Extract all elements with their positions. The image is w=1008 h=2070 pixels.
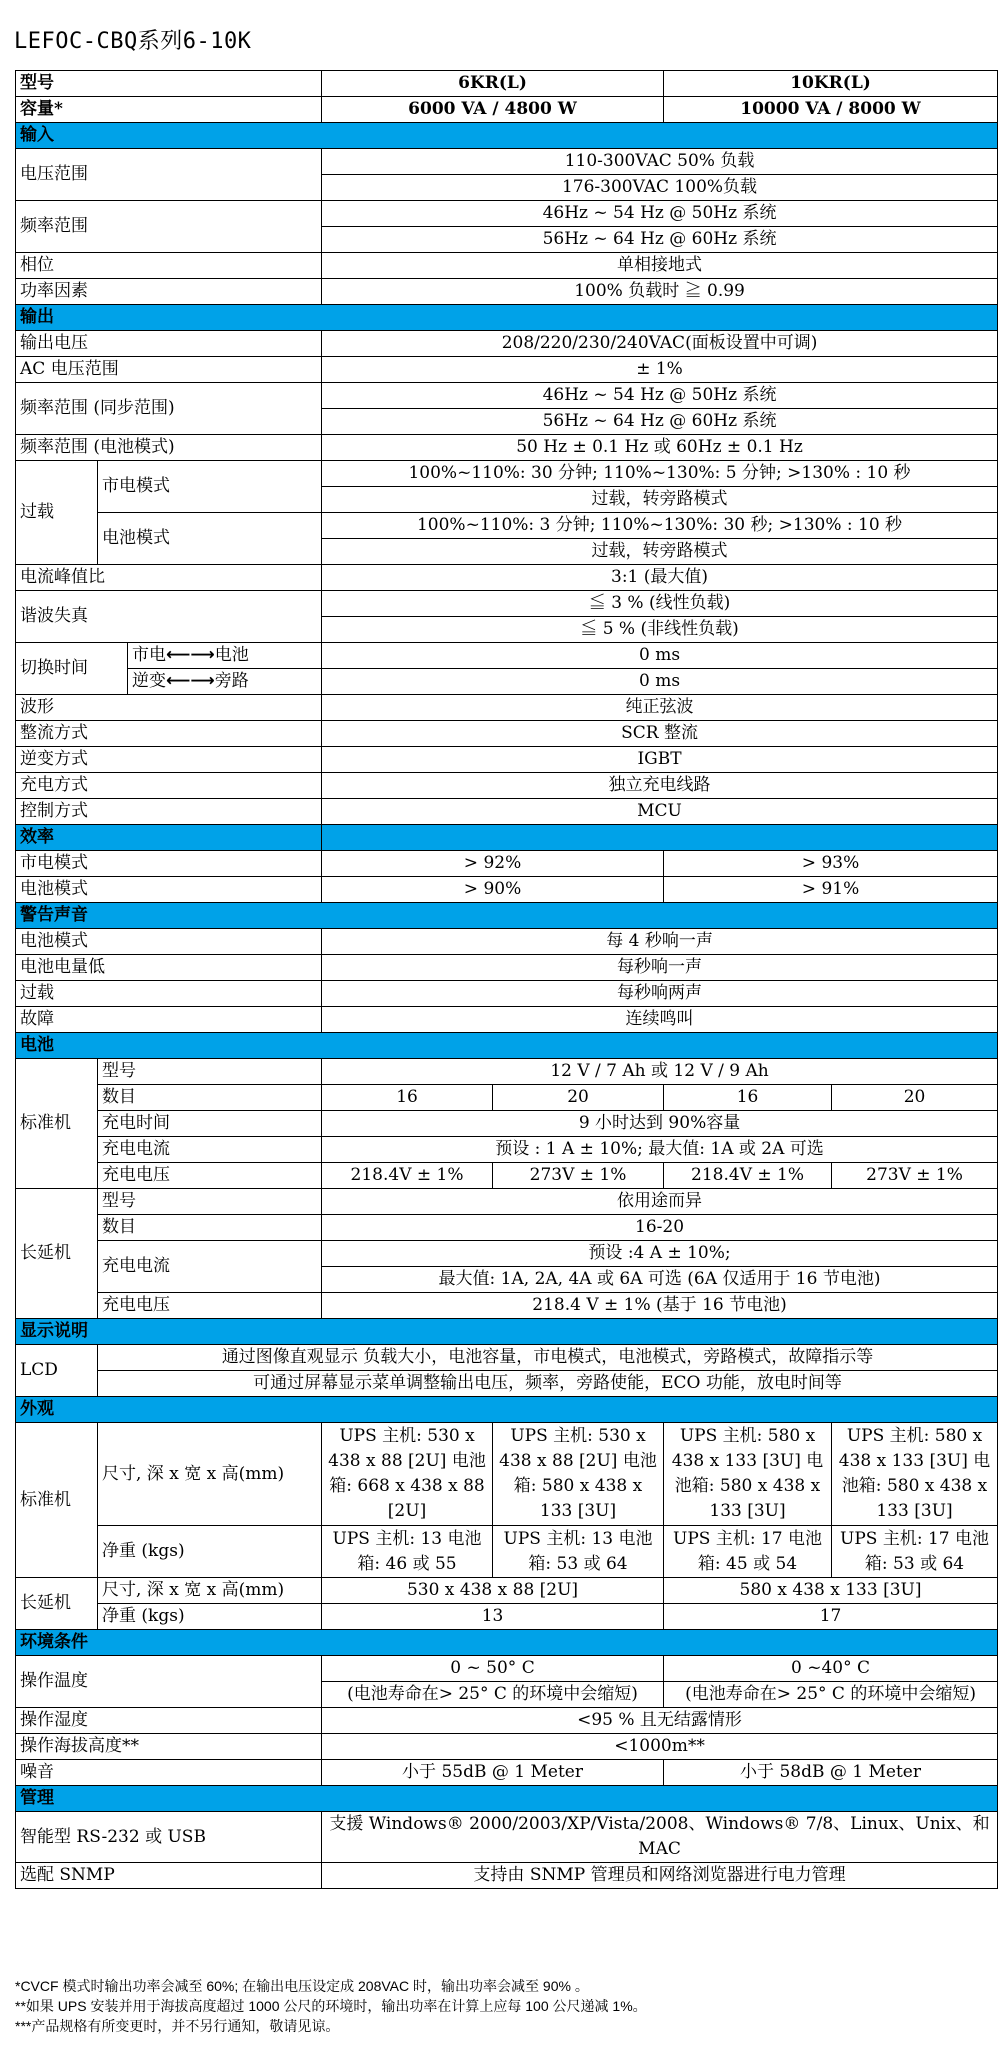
cell-value: 100%~110%: 30 分钟; 110%~130%: 5 分钟; >130% : 10 秒 [322, 461, 998, 487]
table-row [16, 1526, 998, 1578]
cell-value: 13 [322, 1604, 664, 1630]
row-sublabel: 充电电压 [98, 1293, 322, 1319]
row-sublabel: 充电电压 [98, 1163, 322, 1189]
cell-value: 56Hz ~ 64 Hz @ 60Hz 系统 [322, 409, 998, 435]
cell-value: 通过图像直观显示 负载大小，电池容量，市电模式，电池模式，旁路模式，故障指示等 [98, 1345, 998, 1371]
table-row [16, 1863, 998, 1889]
row-label: 电流峰值比 [16, 565, 322, 591]
cell-value: 依用途而异 [322, 1189, 998, 1215]
row-label: 频率范围 [16, 201, 322, 253]
cell-value: 16-20 [322, 1215, 998, 1241]
table-row [16, 1085, 998, 1111]
cell-value: 过载，转旁路模式 [322, 487, 998, 513]
cell-value: 小于 55dB @ 1 Meter [322, 1760, 664, 1786]
table-row [16, 253, 998, 279]
table-row [16, 201, 998, 227]
table-row [16, 1189, 998, 1215]
footnotes [15, 1976, 647, 2036]
table-row [16, 1293, 998, 1319]
double-arrow-icon: ⟵⟶ [166, 671, 215, 691]
cell-value: 110-300VAC 50% 负载 [322, 149, 998, 175]
table-row [16, 1371, 998, 1397]
row-sublabel: 电池模式 [98, 513, 322, 565]
row-label: 电压范围 [16, 149, 322, 201]
section-efficiency: 效率 [16, 825, 998, 851]
table-row [16, 1708, 998, 1734]
cell-value: 单相接地式 [322, 253, 998, 279]
capacity-label: 容量* [16, 97, 322, 123]
cell-value: 218.4V ± 1% [322, 1163, 493, 1189]
row-sublabel: 数目 [98, 1085, 322, 1111]
cell-value: 9 小时达到 90%容量 [322, 1111, 998, 1137]
table-row [16, 1423, 998, 1526]
cell-value: ≦ 5 % (非线性负载) [322, 617, 998, 643]
table-row [16, 1007, 998, 1033]
cell-value: 预设 :4 A ± 10%; [322, 1241, 998, 1267]
cell-value: 独立充电线路 [322, 773, 998, 799]
cell-value: 12 V / 7 Ah 或 12 V / 9 Ah [322, 1059, 998, 1085]
section-environment: 环境条件 [16, 1630, 998, 1656]
capacity-6kr: 6000 VA / 4800 W [322, 97, 664, 123]
row-label: 操作湿度 [16, 1708, 322, 1734]
cell-value: 0 ~ 50° C [322, 1656, 664, 1682]
table-row [16, 71, 998, 97]
table-row [16, 97, 998, 123]
cell-value: > 92% [322, 851, 664, 877]
section-battery: 电池 [16, 1033, 998, 1059]
row-sublabel: 充电电流 [98, 1241, 322, 1293]
cell-value: ≦ 3 % (线性负载) [322, 591, 998, 617]
section-output: 输出 [16, 305, 998, 331]
cell-value: 100%~110%: 3 分钟; 110%~130%: 30 秒; >130% : 10 秒 [322, 513, 998, 539]
cell-value: 50 Hz ± 0.1 Hz 或 60Hz ± 0.1 Hz [322, 435, 998, 461]
cell-value: UPS 主机: 17 电池箱: 53 或 64 [832, 1526, 998, 1578]
table-row [16, 1578, 998, 1604]
row-sublabel: 尺寸, 深 x 宽 x 高(mm) [98, 1578, 322, 1604]
row-label: 操作海拔高度** [16, 1734, 322, 1760]
cell-value: 273V ± 1% [493, 1163, 664, 1189]
cell-value: 过载，转旁路模式 [322, 539, 998, 565]
table-row [16, 1734, 998, 1760]
table-row [16, 1812, 998, 1863]
table-row [16, 357, 998, 383]
cell-value: > 90% [322, 877, 664, 903]
row-sublabel: 市电模式 [98, 461, 322, 513]
table-row [16, 279, 998, 305]
model-10kr: 10KR(L) [664, 71, 998, 97]
table-row [16, 643, 998, 669]
cell-value: UPS 主机: 13 电池箱: 46 或 55 [322, 1526, 493, 1578]
cell-value: UPS 主机: 17 电池箱: 45 或 54 [664, 1526, 832, 1578]
section-management: 管理 [16, 1786, 998, 1812]
table-row [16, 929, 998, 955]
cell-value: UPS 主机: 13 电池箱: 53 或 64 [493, 1526, 664, 1578]
cell-value: SCR 整流 [322, 721, 998, 747]
cell-value: ± 1% [322, 357, 998, 383]
table-row [16, 149, 998, 175]
row-label: 相位 [16, 253, 322, 279]
cell-value: 纯正弦波 [322, 695, 998, 721]
cell-value: 17 [664, 1604, 998, 1630]
cell-value: 每 4 秒响一声 [322, 929, 998, 955]
cell-value: IGBT [322, 747, 998, 773]
row-label: 标准机 [16, 1059, 98, 1189]
cell-value: 预设 : 1 A ± 10%; 最大值: 1A 或 2A 可选 [322, 1137, 998, 1163]
cell-value: 支援 Windows® 2000/2003/XP/Vista/2008、Windows® 7/8、Linux、Unix、和 MAC [322, 1812, 998, 1863]
cell-value: 连续鸣叫 [322, 1007, 998, 1033]
cell-value: 支持由 SNMP 管理员和网络浏览器进行电力管理 [322, 1863, 998, 1889]
row-sublabel: 型号 [98, 1059, 322, 1085]
row-label: 故障 [16, 1007, 322, 1033]
cell-value: 16 [664, 1085, 832, 1111]
cell-value: 3:1 (最大值) [322, 565, 998, 591]
cell-value: 可通过屏幕显示菜单调整输出电压，频率，旁路使能，ECO 功能，放电时间等 [98, 1371, 998, 1397]
cell-value: 580 x 438 x 133 [3U] [664, 1578, 998, 1604]
cell-value: 16 [322, 1085, 493, 1111]
row-label: 标准机 [16, 1423, 98, 1578]
row-sublabel: 型号 [98, 1189, 322, 1215]
row-label: 电池电量低 [16, 955, 322, 981]
table-row [16, 955, 998, 981]
cell-value: UPS 主机: 530 x 438 x 88 [2U] 电池箱: 668 x 438 x 88 [2U] [322, 1423, 493, 1526]
row-label: 选配 SNMP [16, 1863, 322, 1889]
row-label: 电池模式 [16, 929, 322, 955]
row-label: 控制方式 [16, 799, 322, 825]
row-sublabel: 净重 (kgs) [98, 1526, 322, 1578]
table-row [16, 1137, 998, 1163]
footnote: *CVCF 模式时输出功率会减至 60%; 在输出电压设定成 208VAC 时，输出功率会减至 90% 。 [15, 1978, 589, 1994]
row-label: 谐波失真 [16, 591, 322, 643]
spec-table [15, 70, 998, 1889]
cell-value: 0 ms [322, 643, 998, 669]
section-physical: 外观 [16, 1397, 998, 1423]
row-label: 智能型 RS-232 或 USB [16, 1812, 322, 1863]
table-row [16, 981, 998, 1007]
table-row [16, 1111, 998, 1137]
table-row [16, 877, 998, 903]
row-label: 噪音 [16, 1760, 322, 1786]
double-arrow-icon: ⟵⟶ [166, 645, 215, 665]
table-row [16, 1656, 998, 1682]
section-alarm: 警告声音 [16, 903, 998, 929]
cell-value: (电池寿命在> 25° C 的环境中会缩短) [664, 1682, 998, 1708]
row-sublabel: 充电时间 [98, 1111, 322, 1137]
table-row [16, 331, 998, 357]
cell-value: 每秒响一声 [322, 955, 998, 981]
table-row [16, 1345, 998, 1371]
table-row [16, 695, 998, 721]
table-row [16, 773, 998, 799]
row-label: 市电模式 [16, 851, 322, 877]
row-label: 过载 [16, 981, 322, 1007]
model-label: 型号 [16, 71, 322, 97]
cell-value: 176-300VAC 100%负载 [322, 175, 998, 201]
cell-value: 46Hz ~ 54 Hz @ 50Hz 系统 [322, 201, 998, 227]
page-title: LEFOC-CBQ系列6-10K [14, 29, 252, 54]
table-row [16, 669, 998, 695]
footnote: ***产品规格有所变更时，并不另行通知，敬请见谅。 [15, 2018, 340, 2034]
capacity-10kr: 10000 VA / 8000 W [664, 97, 998, 123]
cell-value: (电池寿命在> 25° C 的环境中会缩短) [322, 1682, 664, 1708]
row-label: LCD [16, 1345, 98, 1397]
table-row [16, 435, 998, 461]
cell-value: 0 ~40° C [664, 1656, 998, 1682]
cell-value: 20 [493, 1085, 664, 1111]
footnote: **如果 UPS 安装并用于海拔高度超过 1000 公尺的环境时，输出功率在计算上应每 100 公尺递减 1%。 [15, 1998, 647, 2014]
table-row [16, 1241, 998, 1267]
table-row [16, 851, 998, 877]
row-label: 频率范围 (同步范围) [16, 383, 322, 435]
row-sublabel: 充电电流 [98, 1137, 322, 1163]
row-sublabel: 净重 (kgs) [98, 1604, 322, 1630]
section-display: 显示说明 [16, 1319, 998, 1345]
table-row [16, 513, 998, 539]
row-label: 充电方式 [16, 773, 322, 799]
cell-value: 218.4V ± 1% [664, 1163, 832, 1189]
cell-value: 每秒响两声 [322, 981, 998, 1007]
cell-value: > 93% [664, 851, 998, 877]
row-label: 输出电压 [16, 331, 322, 357]
row-label: 长延机 [16, 1578, 98, 1630]
cell-value: 最大值: 1A, 2A, 4A 或 6A 可选 (6A 仅适用于 16 节电池) [322, 1267, 998, 1293]
model-6kr: 6KR(L) [322, 71, 664, 97]
row-label: 长延机 [16, 1189, 98, 1319]
row-label: 频率范围 (电池模式) [16, 435, 322, 461]
table-row [16, 799, 998, 825]
table-row [16, 591, 998, 617]
cell-value: 56Hz ~ 64 Hz @ 60Hz 系统 [322, 227, 998, 253]
table-row [16, 461, 998, 487]
cell-value: > 91% [664, 877, 998, 903]
table-row [16, 1760, 998, 1786]
cell-value: 20 [832, 1085, 998, 1111]
table-row [16, 1163, 998, 1189]
table-row [16, 383, 998, 409]
cell-value: UPS 主机: 580 x 438 x 133 [3U] 电池箱: 580 x 438 x 133 [3U] [664, 1423, 832, 1526]
row-label: 电池模式 [16, 877, 322, 903]
table-row [16, 1215, 998, 1241]
row-sublabel: 尺寸, 深 x 宽 x 高(mm) [98, 1423, 322, 1526]
table-row [16, 747, 998, 773]
cell-value: UPS 主机: 580 x 438 x 133 [3U] 电池箱: 580 x 438 x 133 [3U] [832, 1423, 998, 1526]
table-row [16, 1604, 998, 1630]
cell-value: 小于 58dB @ 1 Meter [664, 1760, 998, 1786]
row-label: AC 电压范围 [16, 357, 322, 383]
cell-value: 0 ms [322, 669, 998, 695]
cell-value: 530 x 438 x 88 [2U] [322, 1578, 664, 1604]
table-row [16, 565, 998, 591]
row-sublabel: 逆变⟵⟶旁路 [128, 669, 322, 695]
cell-value: UPS 主机: 530 x 438 x 88 [2U] 电池箱: 580 x 438 x 133 [3U] [493, 1423, 664, 1526]
row-sublabel: 市电⟵⟶电池 [128, 643, 322, 669]
table-row [16, 1059, 998, 1085]
row-sublabel: 数目 [98, 1215, 322, 1241]
cell-value: 218.4 V ± 1% (基于 16 节电池) [322, 1293, 998, 1319]
cell-value: 208/220/230/240VAC(面板设置中可调) [322, 331, 998, 357]
table-row [16, 721, 998, 747]
section-input: 输入 [16, 123, 998, 149]
cell-value: <95 % 且无结露情形 [322, 1708, 998, 1734]
cell-value: MCU [322, 799, 998, 825]
cell-value: <1000m** [322, 1734, 998, 1760]
row-label: 操作温度 [16, 1656, 322, 1708]
row-label: 波形 [16, 695, 322, 721]
row-label: 整流方式 [16, 721, 322, 747]
cell-value: 100% 负载时 ≧ 0.99 [322, 279, 998, 305]
row-label: 功率因素 [16, 279, 322, 305]
row-label: 切换时间 [16, 643, 128, 695]
row-label: 逆变方式 [16, 747, 322, 773]
cell-value: 273V ± 1% [832, 1163, 998, 1189]
row-label: 过载 [16, 461, 98, 565]
cell-value: 46Hz ~ 54 Hz @ 50Hz 系统 [322, 383, 998, 409]
